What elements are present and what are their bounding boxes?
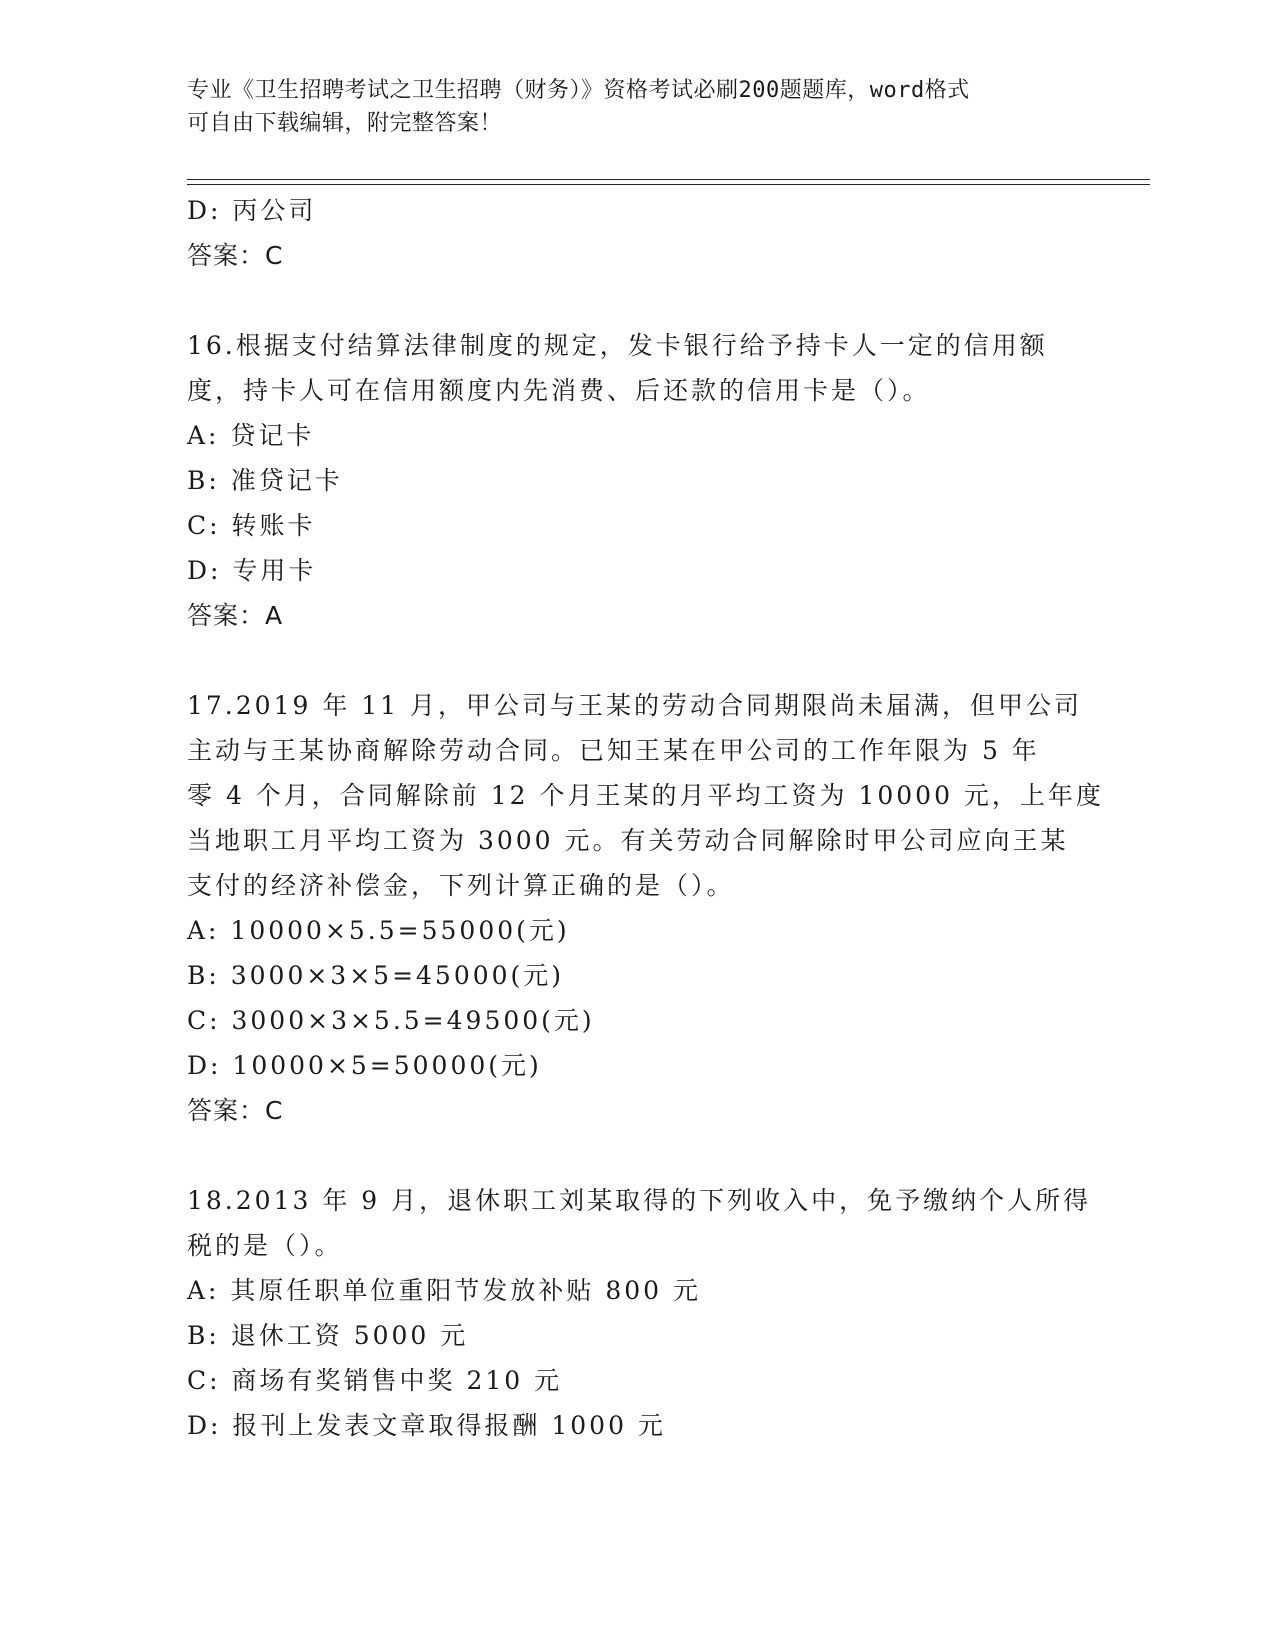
question-17: [187, 683, 1104, 1134]
answer: 答案：A: [187, 601, 284, 630]
question-18: [187, 1178, 1092, 1448]
document-header: [187, 74, 1067, 140]
question-stem: 税的是（）。: [187, 1231, 343, 1260]
answer: 答案：C: [187, 241, 284, 270]
option-b: B: 3000×3×5=45000(元): [187, 961, 565, 990]
question-stem: 18.2013 年 9 月，退休职工刘某取得的下列收入中，免予缴纳个人所得: [187, 1186, 1092, 1215]
question-stem: 当地职工月平均工资为 3000 元。有关劳动合同解除时甲公司应向王某: [187, 826, 1069, 855]
option-d: D: 丙公司: [187, 196, 317, 225]
spacer: [187, 279, 1087, 323]
option-d: D: 专用卡: [187, 556, 317, 585]
option-a: A: 其原任职单位重阳节发放补贴 800 元: [187, 1276, 702, 1305]
question-stem: 支付的经济补偿金，下列计算正确的是（）。: [187, 871, 735, 900]
option-b: B: 准贷记卡: [187, 466, 343, 495]
header-line-1: 专业《卫生招聘考试之卫生招聘（财务）》资格考试必刷200题题库，word格式: [187, 78, 970, 103]
option-c: C: 商场有奖销售中奖 210 元: [187, 1366, 563, 1395]
question-stem: 17.2019 年 11 月，甲公司与王某的劳动合同期限尚未届满，但甲公司: [187, 691, 1083, 720]
option-a: A: 贷记卡: [187, 421, 315, 450]
header-divider-bottom: [187, 184, 1150, 185]
option-c: C: 转账卡: [187, 511, 316, 540]
option-a: A: 10000×5.5=55000(元): [187, 916, 570, 945]
spacer: [187, 1134, 1087, 1178]
question-stem: 零 4 个月，合同解除前 12 个月王某的月平均工资为 10000 元，上年度: [187, 781, 1104, 810]
question-stem: 主动与王某协商解除劳动合同。已知王某在甲公司的工作年限为 5 年: [187, 736, 1040, 765]
document-body: [187, 188, 1104, 1448]
header-line-2: 可自由下载编辑，附完整答案！: [187, 111, 503, 136]
option-d: D: 报刊上发表文章取得报酬 1000 元: [187, 1411, 666, 1440]
spacer: [187, 639, 1087, 683]
option-c: C: 3000×3×5.5=49500(元): [187, 1006, 595, 1035]
question-stem: 度，持卡人可在信用额度内先消费、后还款的信用卡是（）。: [187, 376, 931, 405]
answer: 答案：C: [187, 1096, 284, 1125]
option-d: D: 10000×5=50000(元): [187, 1051, 542, 1080]
option-b: B: 退休工资 5000 元: [187, 1321, 469, 1350]
question-stem: 16.根据支付结算法律制度的规定，发卡银行给予持卡人一定的信用额: [187, 331, 1048, 360]
header-divider-top: [187, 179, 1150, 180]
question-16: [187, 323, 1087, 639]
